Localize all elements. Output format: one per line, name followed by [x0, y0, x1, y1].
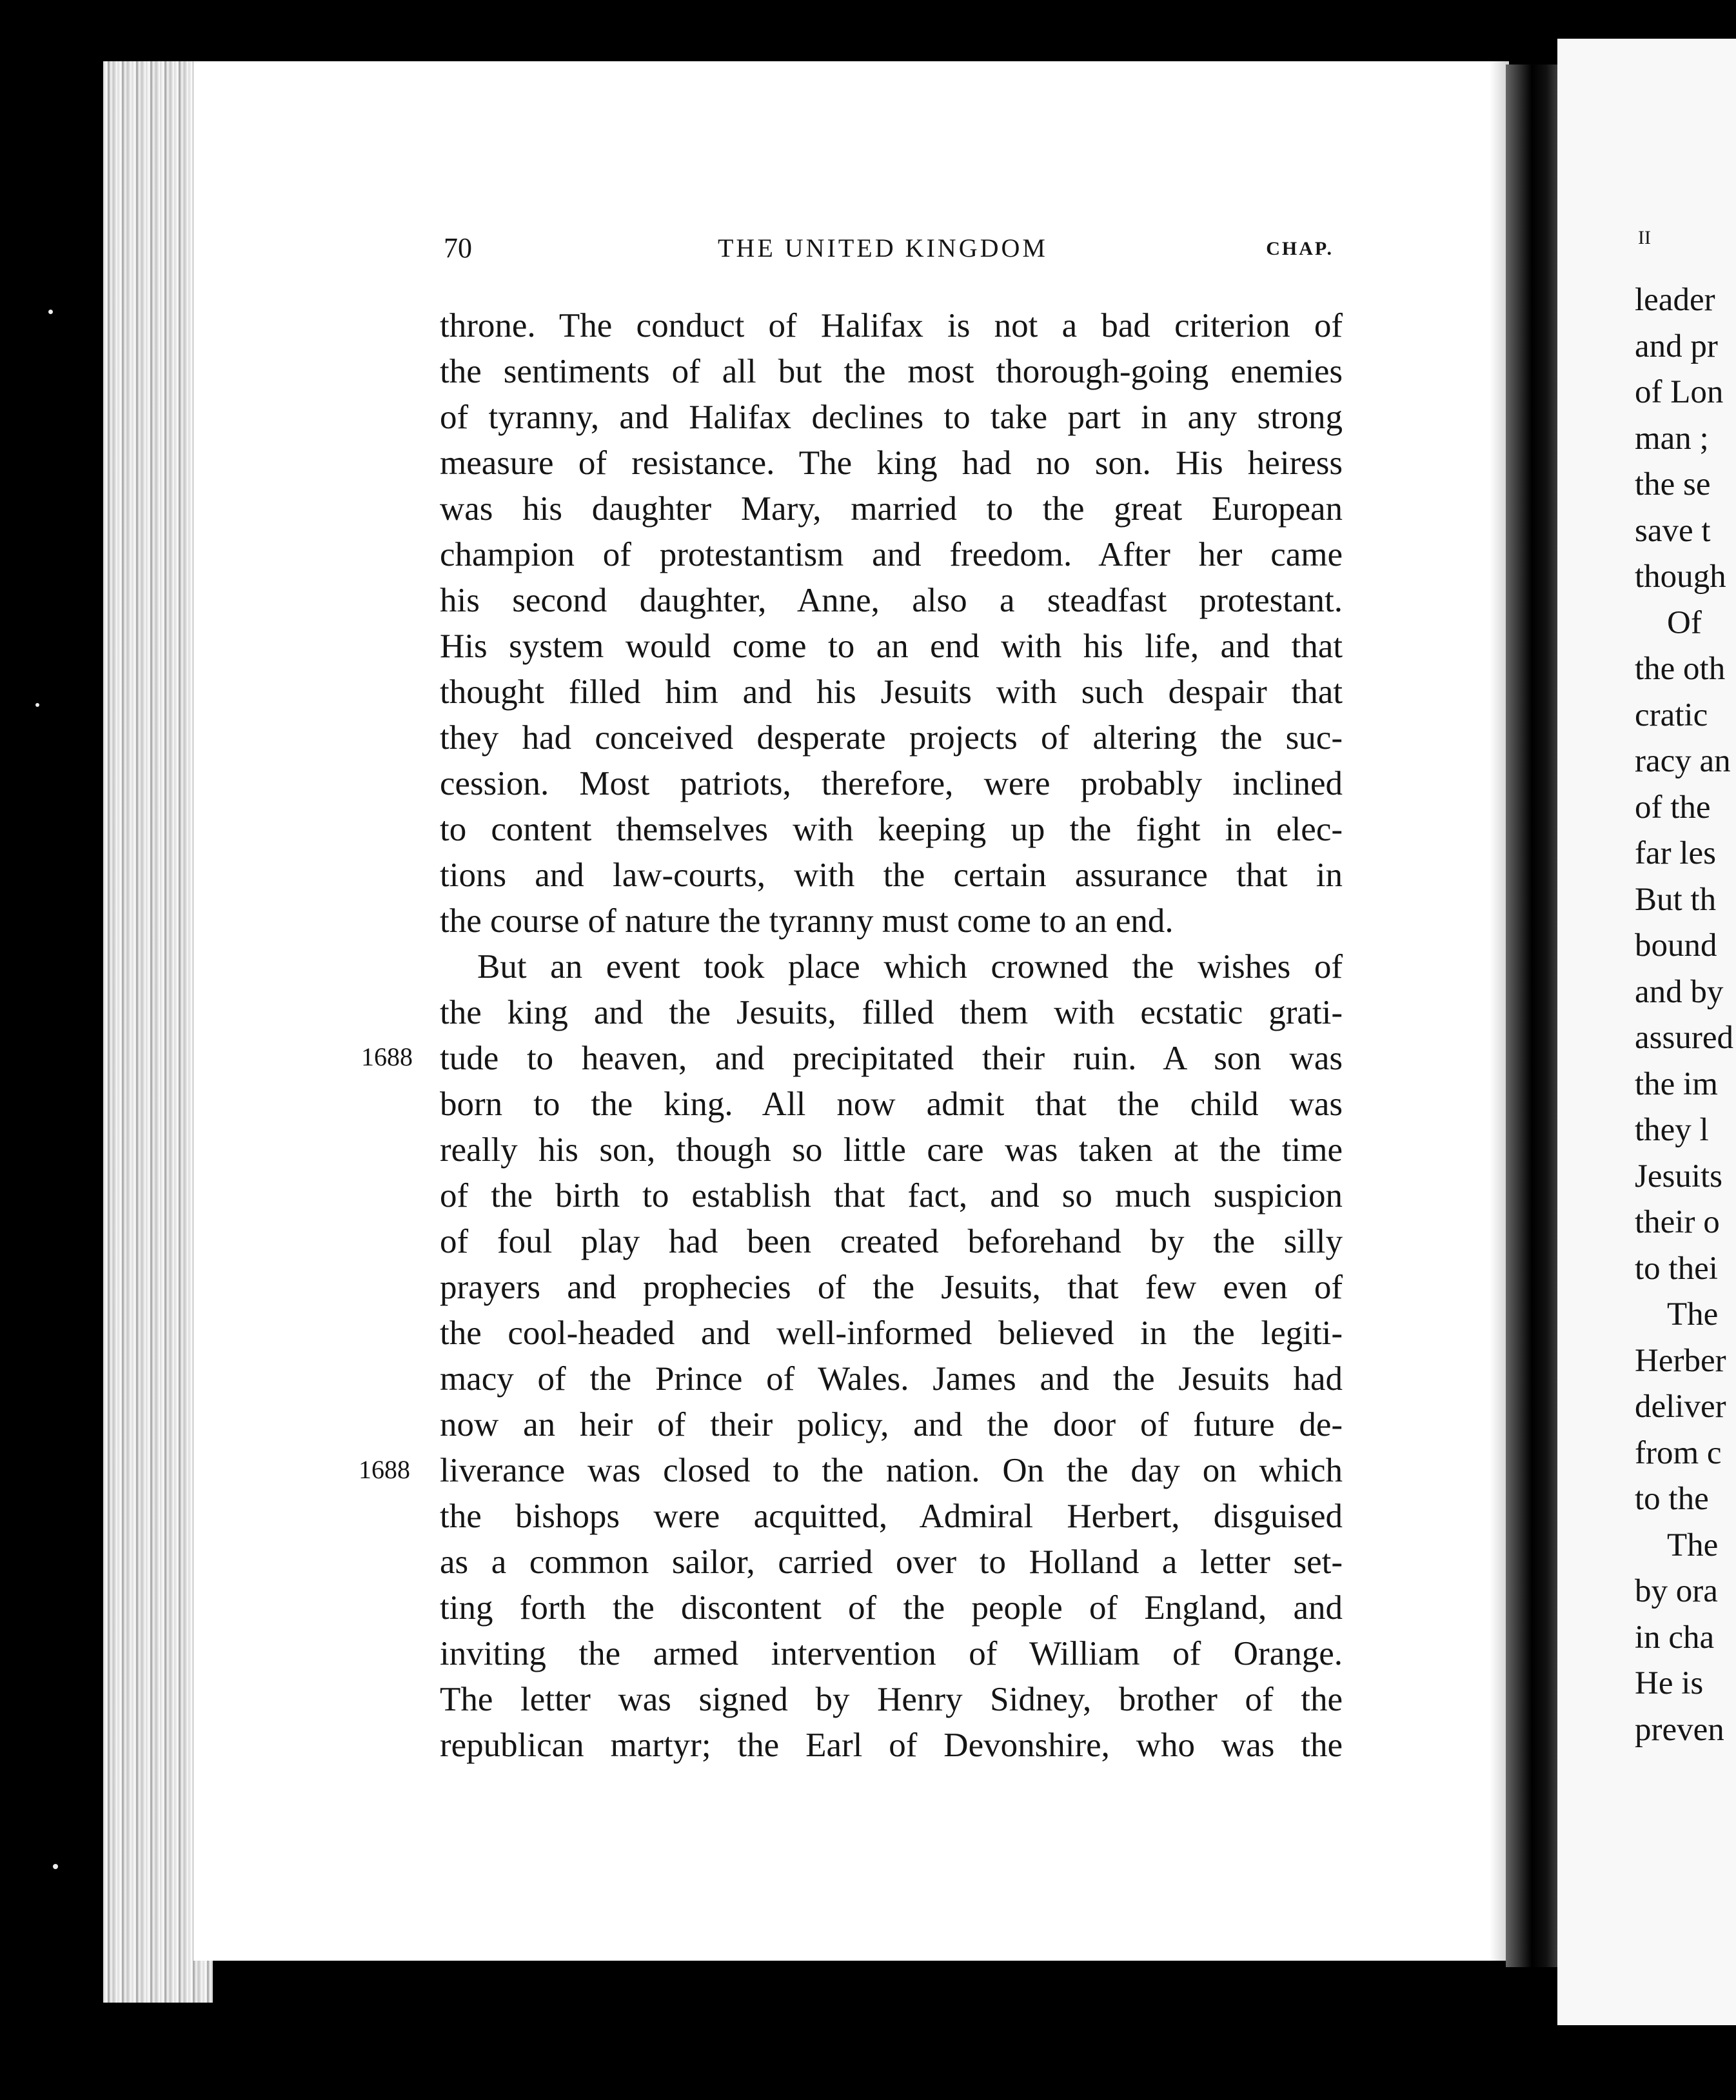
- text-line: prayers and prophecies of the Jesuits, that few even of: [440, 1269, 1343, 1306]
- text-line: the bishops were acquitted, Admiral Herbert, disguised: [440, 1498, 1343, 1535]
- text-line: was his daughter Mary, married to the great European: [440, 490, 1343, 528]
- text-line: they had conceived desperate projects of altering the suc-: [440, 719, 1343, 757]
- text-line: now an heir of their policy, and the door of future de-: [440, 1406, 1343, 1443]
- text-line: to the: [1635, 1481, 1709, 1517]
- text-line: to thei: [1635, 1250, 1718, 1287]
- text-line: really his son, though so little care was taken at the time: [440, 1131, 1343, 1169]
- text-line: macy of the Prince of Wales. James and the Jesuits had: [440, 1360, 1343, 1398]
- text-line: from c: [1635, 1434, 1722, 1471]
- text-line: the sentiments of all but the most thorough-going enemies: [440, 353, 1343, 390]
- dust-speck: [48, 310, 53, 314]
- text-line: by ora: [1635, 1573, 1718, 1609]
- text-line: Of: [1667, 604, 1702, 641]
- text-line: republican martyr; the Earl of Devonshire, who was the: [440, 1727, 1343, 1764]
- text-line: cession. Most patriots, therefore, were probably inclined: [440, 765, 1343, 802]
- text-line: the king and the Jesuits, filled them with ecstatic grati-: [440, 994, 1343, 1031]
- gutter-shadow: [1506, 64, 1564, 1967]
- text-line: the oth: [1635, 651, 1726, 687]
- text-line: the im: [1635, 1065, 1718, 1102]
- text-line: though: [1635, 559, 1726, 595]
- dust-speck: [35, 703, 39, 707]
- text-line: the course of nature the tyranny must come to an end.: [440, 902, 1174, 940]
- text-line: Herber: [1635, 1342, 1726, 1379]
- text-line: throne. The conduct of Halifax is not a bad criterion of: [440, 307, 1343, 344]
- text-line: bound: [1635, 927, 1717, 964]
- text-line: born to the king. All now admit that the child was: [440, 1085, 1343, 1123]
- text-line: measure of resistance. The king had no son. His heiress: [440, 444, 1343, 482]
- text-line: tions and law-courts, with the certain assurance that in: [440, 857, 1343, 894]
- text-line: of the: [1635, 789, 1711, 826]
- text-line: ting forth the discontent of the people of England, and: [440, 1589, 1343, 1627]
- text-line: Jesuits: [1635, 1158, 1723, 1194]
- text-line: champion of protestantism and freedom. After her came: [440, 536, 1343, 573]
- text-line: deliver: [1635, 1389, 1726, 1425]
- text-line: of foul play had been created beforehand by the silly: [440, 1223, 1343, 1260]
- text-line: preven: [1635, 1711, 1724, 1748]
- text-line: The letter was signed by Henry Sidney, brother of the: [440, 1681, 1343, 1718]
- text-line: far les: [1635, 835, 1717, 871]
- dust-speck: [53, 1864, 58, 1869]
- text-line: racy an: [1635, 743, 1731, 779]
- text-line: The: [1667, 1527, 1719, 1563]
- text-line: to content themselves with keeping up the fight in elec-: [440, 811, 1343, 848]
- text-line: the cool-headed and well-informed believed in the legiti-: [440, 1314, 1343, 1352]
- text-line: of tyranny, and Halifax declines to take part in any strong: [440, 399, 1343, 436]
- margin-date-note: 1688: [359, 1455, 410, 1484]
- text-line: But an event took place which crowned the wishes of: [477, 948, 1343, 986]
- text-line: and by: [1635, 973, 1724, 1010]
- text-line: liverance was closed to the nation. On the day on which: [440, 1452, 1343, 1489]
- right-page-text: [1635, 277, 1736, 1753]
- text-line: man ;: [1635, 420, 1709, 457]
- text-line: He is: [1635, 1665, 1704, 1701]
- text-line: as a common sailor, carried over to Holland a letter set-: [440, 1543, 1343, 1581]
- page-number: 70: [444, 232, 472, 264]
- right-page-header: II: [1638, 227, 1651, 248]
- text-line: of Lon: [1635, 374, 1724, 410]
- text-line: inviting the armed intervention of William of Orange.: [440, 1635, 1343, 1672]
- running-head-title: THE UNITED KINGDOM: [718, 233, 1048, 262]
- chapter-label: CHAP.: [1266, 238, 1334, 259]
- text-line: of the birth to establish that fact, and so much suspicion: [440, 1177, 1343, 1214]
- text-line: the se: [1635, 466, 1711, 502]
- margin-date-note: 1688: [361, 1042, 413, 1071]
- text-line: and pr: [1635, 328, 1718, 364]
- text-line: But th: [1635, 881, 1717, 918]
- body-text: [440, 303, 1343, 1768]
- text-line: leader: [1635, 282, 1715, 318]
- text-line: their o: [1635, 1204, 1720, 1240]
- text-line: His system would come to an end with his life, and that: [440, 628, 1343, 665]
- text-line: The: [1667, 1296, 1719, 1332]
- text-line: his second daughter, Anne, also a steadfast protestant.: [440, 582, 1343, 619]
- text-line: save t: [1635, 512, 1711, 549]
- text-line: assured: [1635, 1020, 1733, 1056]
- running-header: [444, 229, 1346, 274]
- text-line: in cha: [1635, 1619, 1715, 1656]
- text-line: thought filled him and his Jesuits with such despair that: [440, 673, 1343, 711]
- text-line: they l: [1635, 1112, 1709, 1148]
- text-line: cratic: [1635, 697, 1708, 733]
- text-line: tude to heaven, and precipitated their ruin. A son was: [440, 1040, 1343, 1077]
